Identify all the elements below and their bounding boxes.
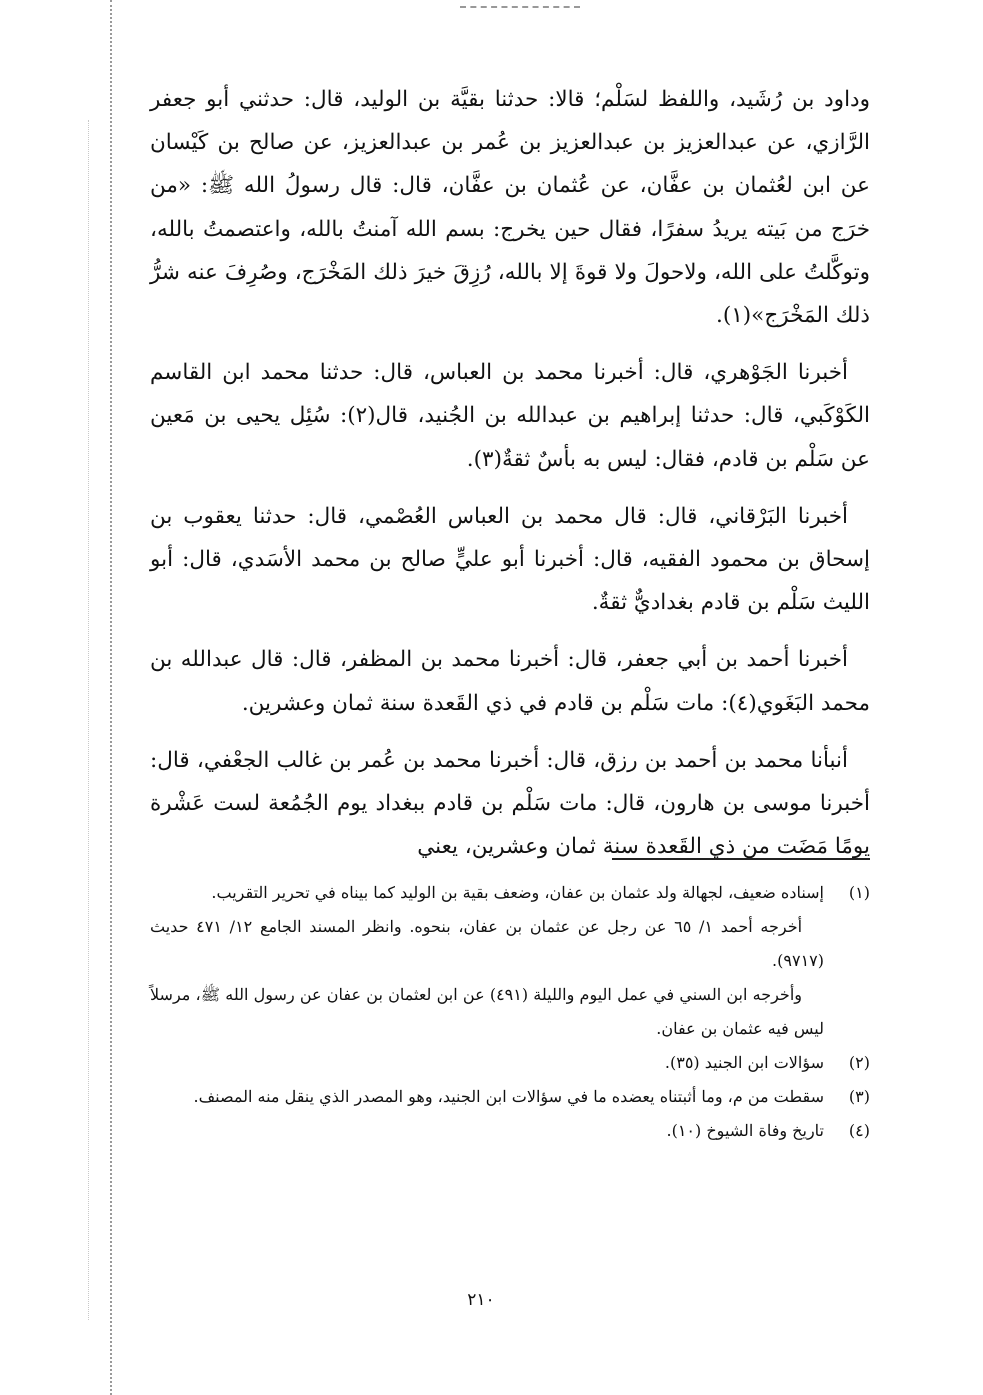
footnote-number: (٢) (848, 1053, 870, 1072)
footnote-3 (150, 1080, 870, 1114)
scan-top-mark (460, 0, 580, 8)
main-text (150, 78, 870, 882)
paragraph-4: أخبرنا أحمد بن أبي جعفر، قال: أخبرنا محمد بن المظفر، قال: قال عبدالله بن محمد البَغَوي(٤): مات سَلْم بن قادم في ذي القَعدة سنة ثمان وعشرين. (150, 647, 870, 716)
footnote-text: سؤالات ابن الجنيد (٣٥). (664, 1053, 824, 1072)
paragraph-3: أخبرنا البَرْقاني، قال: قال محمد بن العباس العُصْمي، قال: حدثنا يعقوب بن إسحاق بن محمود الفقيه، قال: أخبرنا أبو عليٍّ صالح بن محمد الأسَدي، قال: أبو الليث سَلْم بن قادم بغداديٌّ ثقةٌ. (150, 503, 870, 616)
footnote-number: (٣) (848, 1087, 870, 1106)
footnotes (150, 876, 870, 1148)
footnote-1-continuation: أخرجه أحمد ١/ ٦٥ عن رجل عن عثمان بن عفان، بنحوه. وانظر المسند الجامع ١٢/ ٤٧١ حديث (٩٧١٧). (150, 917, 824, 970)
scan-edge-dots (110, 0, 112, 1395)
footnote-2 (150, 1046, 870, 1080)
page-number: ٢١٠ (467, 1290, 495, 1310)
paragraph-1: وداود بن رُشَيد، واللفظ لسَلْم؛ قالا: حدثنا بقيَّة بن الوليد، قال: حدثني أبو جعفر الرَّازي، عن عبدالعزيز بن عبدالعزيز بن عُمر بن عبدالعزيز، عن صالح بن كَيْسان عن ابن لعُثمان بن عفَّان، عن عُثمان بن عفَّان، قال: قال رسولُ الله ﷺ: «من خرَج من بَيته يريدُ سفرًا، فقال حين يخرج: بسم الله آمنتُ بالله، واعتصمتُ بالله، وتوكَّلتُ على الله، ولاحولَ ولا قوةَ إلا بالله، رُزِقَ خيرَ ذلك المَخْرَج، وصُرِفَ عنه شرُّ ذلك المَخْرَج»(١). (150, 87, 870, 329)
footnote-4 (150, 1114, 870, 1148)
footnote-number: (١) (848, 883, 870, 902)
paragraph-2: أخبرنا الجَوْهري، قال: أخبرنا محمد بن العباس، قال: حدثنا محمد ابن القاسم الكَوْكَبي، قال: حدثنا إبراهيم بن عبدالله بن الجُنيد، قال(٢): سُئِل يحيى بن مَعين عن سَلْم بن قادم، فقال: ليس به بأسٌ ثقةٌ(٣). (150, 360, 870, 472)
footnote-separator (612, 858, 870, 860)
footnote-number: (٤) (848, 1121, 870, 1140)
paragraph-5: أنبأنا محمد بن أحمد بن رزق، قال: أخبرنا محمد بن عُمر بن غالب الجعْفي، قال: أخبرنا موسى بن هارون، قال: مات سَلْم بن قادم ببغداد يوم الجُمُعة لست عَشْرة يومًا مَضَت من ذي القَعدة سنة ثمان وعشرين، يعني (150, 747, 870, 860)
footnote-text: سقطت من م، وما أثبتناه يعضده ما في سؤالات ابن الجنيد، وهو المصدر الذي ينقل منه المصنف. (193, 1087, 824, 1106)
footnote-1-continuation: وأخرجه ابن السني في عمل اليوم والليلة (٤٩١) عن ابن لعثمان بن عفان عن رسول الله ﷺ، مرسلاً ليس فيه عثمان بن عفان. (150, 985, 824, 1038)
footnote-text: إسناده ضعيف، لجهالة ولد عثمان بن عفان، وضعف بقية بن الوليد كما بيناه في تحرير التقريب. (211, 883, 824, 902)
footnote-text: تاريخ وفاة الشيوخ (١٠). (666, 1121, 824, 1140)
scan-edge-dots-faint (88, 120, 89, 1320)
footnote-1 (150, 876, 870, 910)
